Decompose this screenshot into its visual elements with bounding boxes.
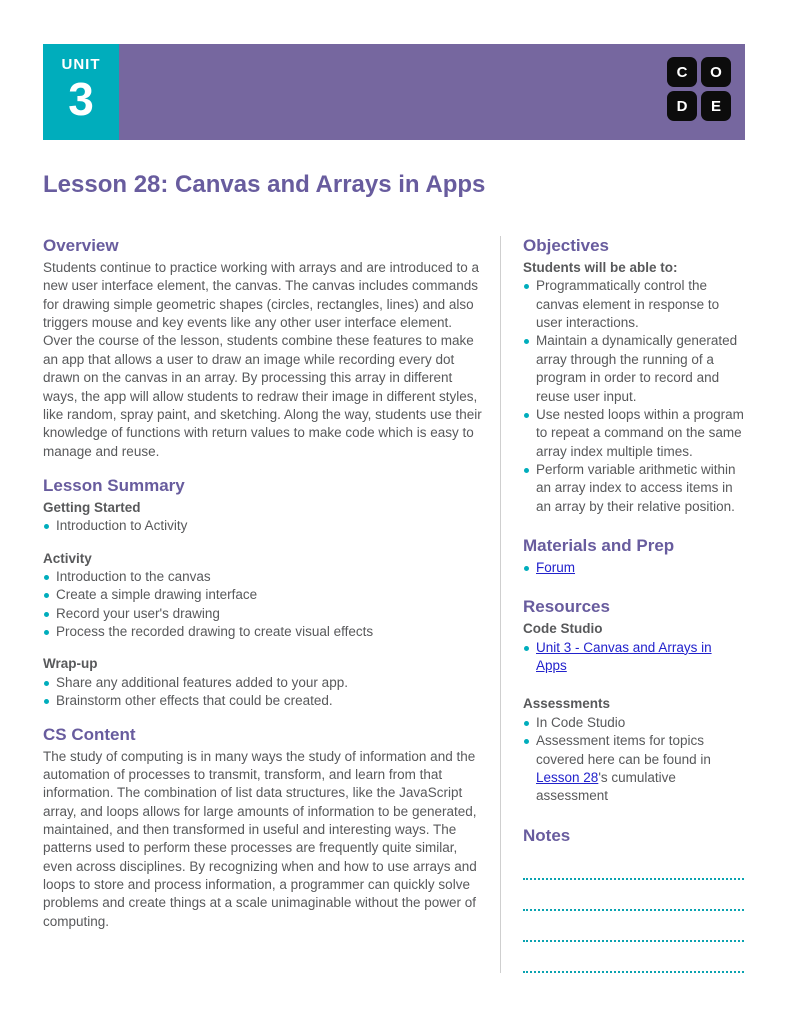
list-item: Record your user's drawing: [43, 605, 483, 623]
lesson-summary-section: [43, 476, 483, 711]
objectives-section: [523, 236, 744, 516]
objectives-heading: Objectives: [523, 236, 609, 255]
group-list: [43, 568, 483, 641]
unit3-link[interactable]: Unit 3 - Canvas and Arrays in Apps: [536, 639, 712, 674]
logo-letter-d-icon: D: [667, 91, 697, 121]
list-item: Process the recorded drawing to create visual effects: [43, 623, 483, 641]
cs-content-heading: CS Content: [43, 724, 136, 744]
cs-content-section: [43, 725, 483, 932]
objective-item: Maintain a dynamically generated array through the running of a program in order to record and reuse user input.: [523, 332, 744, 405]
notes-heading: Notes: [523, 825, 571, 845]
page-title: Lesson 28: Canvas and Arrays in Apps: [43, 171, 486, 198]
objectives-list: [523, 277, 744, 516]
resources-subheading: Code Studio: [523, 621, 603, 637]
logo-letter-o-icon: O: [701, 57, 731, 87]
overview-body: Students continue to practice working with arrays and are introduced to a new user interface element, the canvas. The canvas includes commands for drawing simple geometric shapes (circles, rectangles, lines) and also triggers mouse and key events like any other user interface element. Over the course of the lesson, students combine these features to make an app that allows a user to draw an image while recording every dot drawn on the canvas in an array. By processing this array in different ways, the app will allow students to redraw their image in different styles, like random, spray paint, and sketching. Along the way, students use their knowledge of functions with return values to make code which is easy to manage and reuse.: [43, 260, 482, 459]
list-item: Introduction to Activity: [43, 517, 483, 535]
group-title: Getting Started: [43, 499, 141, 515]
resources-section: [523, 597, 744, 675]
group-title: Activity: [43, 550, 92, 566]
materials-section: [523, 536, 744, 577]
summary-group-activity: [43, 550, 483, 642]
logo-letter-c-icon: C: [667, 57, 697, 87]
assessments-subheading: Assessments: [523, 696, 611, 712]
group-list: [43, 674, 483, 711]
notes-line: [523, 911, 744, 942]
overview-section: [43, 236, 483, 461]
column-divider: [500, 236, 501, 973]
objective-item: Use nested loops within a program to repeat a command on the same array index multiple times.: [523, 406, 744, 461]
assessments-list: [523, 714, 744, 806]
unit-number: 3: [68, 73, 94, 125]
assessments-section: [523, 695, 744, 805]
objective-item: Programmatically control the canvas element in response to user interactions.: [523, 277, 744, 332]
notes-section: [523, 826, 744, 973]
cs-content-body: The study of computing is in many ways the study of information and the automation of processes to transmit, transform, and learn from that information. The combination of list data structures, like the JavaScript array, and loops allows for large amounts of information to be generated, maintained, and then transformed in useful and interesting ways. The patterns used to perform these processes are frequently quite similar, even across disciplines. By recognizing when and how to use arrays and loops to store and process information, a programmer can quickly solve problems and create things at a scale unimaginable without the power of computing.: [43, 748, 477, 929]
notes-line: [523, 849, 744, 880]
summary-group-getting-started: [43, 499, 483, 536]
materials-heading: Materials and Prep: [523, 536, 675, 556]
lesson-summary-heading: Lesson Summary: [43, 475, 185, 495]
list-item: Share any additional features added to your app.: [43, 674, 483, 692]
logo-letter-e-icon: E: [701, 91, 731, 121]
assessment-text: Assessment items for topics covered here can be found in: [536, 733, 711, 767]
right-column: [523, 236, 744, 973]
list-item: Create a simple drawing interface: [43, 586, 483, 604]
list-item: [523, 559, 744, 577]
objectives-lead: Students will be able to:: [523, 260, 678, 275]
left-column: [43, 236, 483, 973]
notes-line: [523, 942, 744, 973]
list-item: Brainstorm other effects that could be created.: [43, 692, 483, 710]
group-title: Wrap-up: [43, 656, 98, 672]
notes-line: [523, 880, 744, 911]
assessment-item: [523, 732, 744, 805]
header-banner: [43, 44, 745, 140]
materials-list: [523, 559, 744, 577]
resources-heading: Resources: [523, 597, 610, 617]
code-org-logo: [667, 57, 731, 121]
assessment-item: In Code Studio: [523, 714, 744, 732]
content-columns: [43, 236, 745, 973]
lesson28-link[interactable]: Lesson 28: [536, 769, 599, 785]
list-item: [523, 639, 744, 676]
unit-badge: [43, 44, 119, 140]
list-item: Introduction to the canvas: [43, 568, 483, 586]
group-list: [43, 517, 483, 535]
overview-heading: Overview: [43, 236, 119, 255]
summary-group-wrap-up: [43, 655, 483, 710]
forum-link[interactable]: Forum: [536, 560, 576, 576]
unit-label: UNIT: [61, 56, 101, 73]
objective-item: Perform variable arithmetic within an array index to access items in an array by their relative position.: [523, 461, 744, 516]
resources-list: [523, 639, 744, 676]
assessment-text: 's cumulative assessment: [536, 769, 676, 804]
